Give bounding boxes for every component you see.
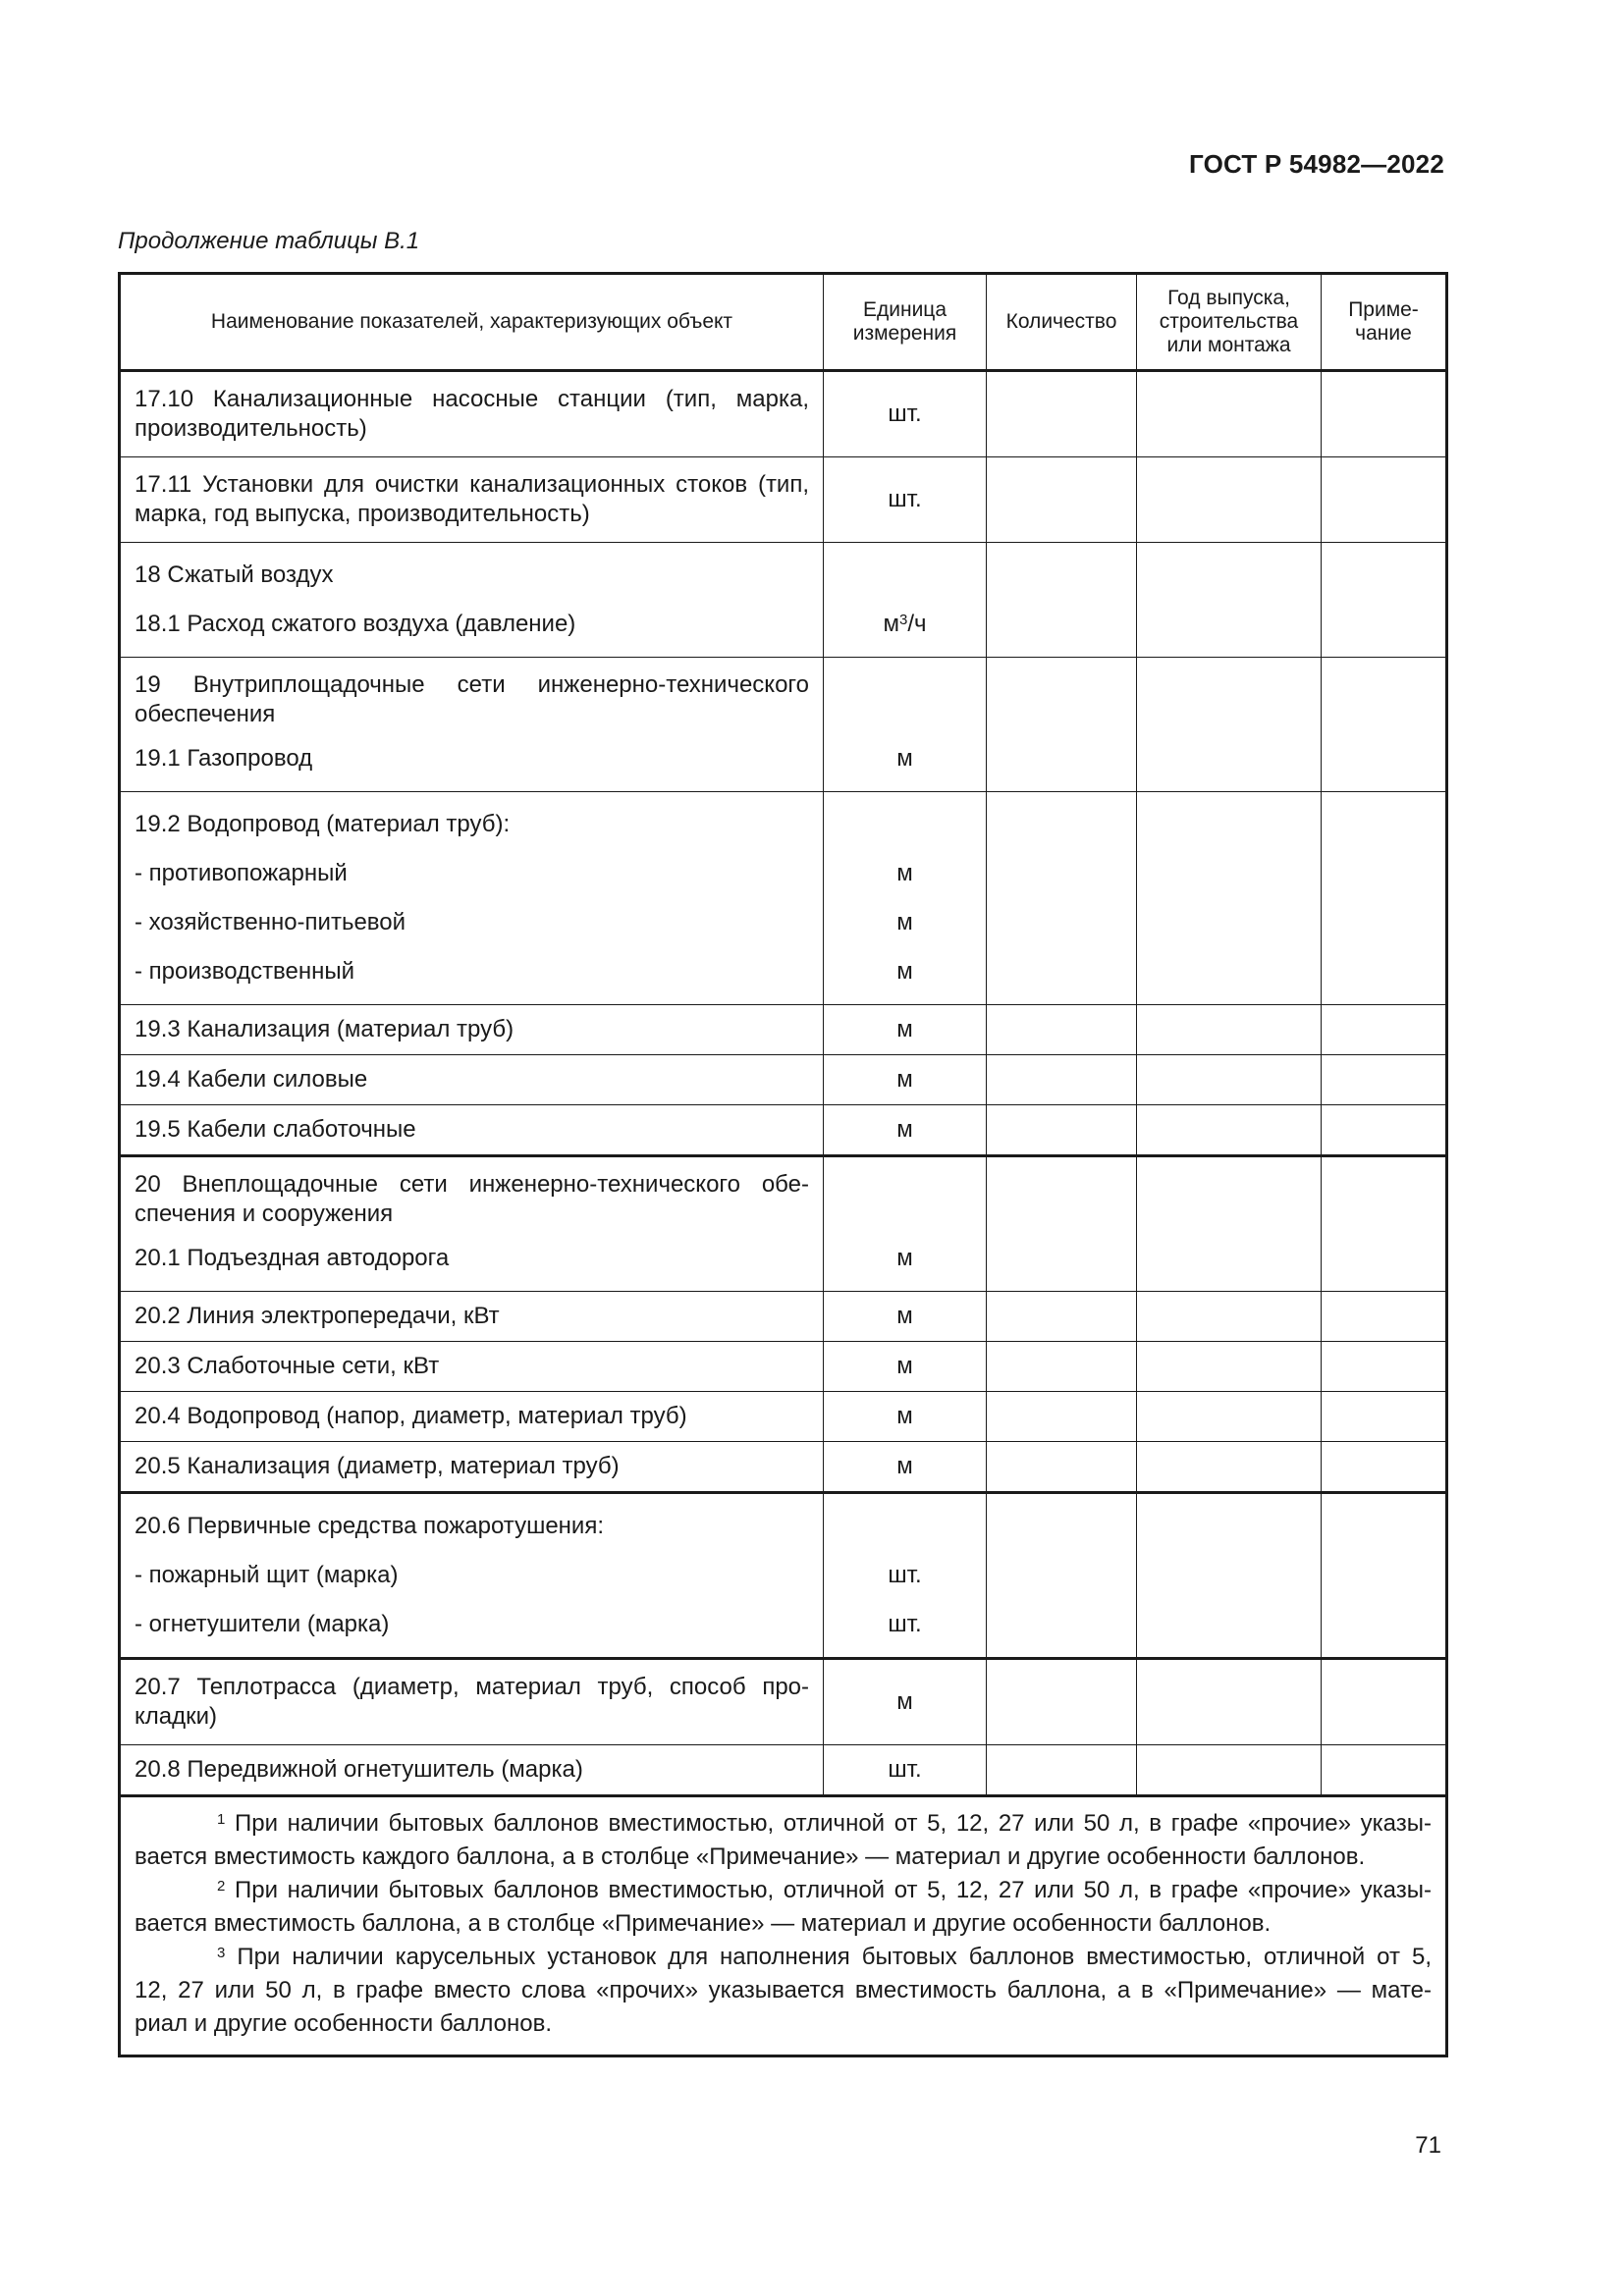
row-unit-cell: м м м (824, 792, 987, 1005)
row-note-cell (1322, 1105, 1447, 1156)
row-unit-cell: шт. (824, 1745, 987, 1796)
row-year-cell (1137, 1055, 1322, 1105)
row-unit-cell: м (824, 1392, 987, 1442)
table-row (120, 1055, 1447, 1105)
row-quantity-cell (987, 1342, 1137, 1392)
col-header-name: Наименование показателей, характеризующих объект (120, 274, 824, 371)
row-note-cell (1322, 1493, 1447, 1659)
row-year-cell (1137, 1342, 1322, 1392)
row-unit-cell: шт. шт. (824, 1493, 987, 1659)
row-year-cell (1137, 792, 1322, 1005)
indicators-table (118, 272, 1448, 2057)
row-year-cell (1137, 658, 1322, 792)
row-unit-cell: м (824, 658, 987, 792)
row-unit-cell: м (824, 1156, 987, 1292)
row-year-cell (1137, 1156, 1322, 1292)
row-quantity-cell (987, 1392, 1137, 1442)
table-row (120, 1659, 1447, 1745)
row-note-cell (1322, 457, 1447, 543)
row-quantity-cell (987, 1493, 1137, 1659)
row-year-cell (1137, 543, 1322, 658)
table-footnotes (120, 1796, 1447, 2056)
table-row (120, 1105, 1447, 1156)
row-name-cell: 20.8 Передвижной огнетушитель (марка) (120, 1745, 824, 1796)
row-quantity-cell (987, 1745, 1137, 1796)
row-note-cell (1322, 1005, 1447, 1055)
row-year-cell (1137, 1105, 1322, 1156)
row-quantity-cell (987, 792, 1137, 1005)
col-header-quantity: Количество (987, 274, 1137, 371)
row-unit-cell: шт. (824, 457, 987, 543)
document-code: ГОСТ Р 54982—2022 (1189, 149, 1444, 179)
row-quantity-cell (987, 658, 1137, 792)
table-row (120, 543, 1447, 658)
row-unit-cell: шт. (824, 371, 987, 457)
row-year-cell (1137, 1659, 1322, 1745)
row-name-cell: 20.7 Теплотрасса (диаметр, материал труб, способ про- кладки) (120, 1659, 824, 1745)
row-quantity-cell (987, 1442, 1137, 1493)
row-quantity-cell (987, 1659, 1137, 1745)
table-row (120, 1442, 1447, 1493)
row-name-cell: 20.5 Канализация (диаметр, материал труб) (120, 1442, 824, 1493)
page-number: 71 (1415, 2132, 1441, 2159)
row-name-cell: 19.4 Кабели силовые (120, 1055, 824, 1105)
row-year-cell (1137, 1392, 1322, 1442)
row-note-cell (1322, 658, 1447, 792)
footnote-2: $^2$ При наличии бытовых баллонов вместимостью, отличной от 5, 12, 27 или 50 л, в графе «прочие» указы- вается вместимость баллона, а в столбце «Примечание» — материал и другие особенности баллонов. (135, 1877, 1432, 1937)
row-quantity-cell (987, 1292, 1137, 1342)
row-name-cell: 19.5 Кабели слаботочные (120, 1105, 824, 1156)
row-quantity-cell (987, 457, 1137, 543)
row-year-cell (1137, 1292, 1322, 1342)
row-note-cell (1322, 543, 1447, 658)
row-quantity-cell (987, 1005, 1137, 1055)
row-name-cell: 20 Внеплощадочные сети инженерно-технического обе- спечения и сооружения 20.1 Подъездная автодорога (120, 1156, 824, 1292)
row-note-cell (1322, 1659, 1447, 1745)
row-year-cell (1137, 371, 1322, 457)
row-unit-cell: м (824, 1442, 987, 1493)
table-row (120, 1005, 1447, 1055)
row-note-cell (1322, 1156, 1447, 1292)
row-year-cell (1137, 1745, 1322, 1796)
table-row (120, 658, 1447, 792)
table-row (120, 1392, 1447, 1442)
row-name-cell: 19 Внутриплощадочные сети инженерно-технического обеспечения 19.1 Газопровод (120, 658, 824, 792)
row-unit-cell: м (824, 1292, 987, 1342)
col-header-note: Приме- чание (1322, 274, 1447, 371)
row-note-cell (1322, 1342, 1447, 1392)
row-name-cell: 17.10 Канализационные насосные станции (тип, марка, производительность) (120, 371, 824, 457)
table-row (120, 371, 1447, 457)
row-name-cell: 19.3 Канализация (материал труб) (120, 1005, 824, 1055)
row-name-cell: 19.2 Водопровод (материал труб): - противопожарный - хозяйственно-питьевой - производственный (120, 792, 824, 1005)
col-header-unit: Единица измерения (824, 274, 987, 371)
row-unit-cell: м (824, 1342, 987, 1392)
table-row (120, 792, 1447, 1005)
row-note-cell (1322, 1392, 1447, 1442)
row-note-cell (1322, 1745, 1447, 1796)
row-quantity-cell (987, 1105, 1137, 1156)
row-name-cell: 20.6 Первичные средства пожаротушения: - пожарный щит (марка) - огнетушители (марка) (120, 1493, 824, 1659)
row-year-cell (1137, 457, 1322, 543)
row-name-cell: 20.4 Водопровод (напор, диаметр, материал труб) (120, 1392, 824, 1442)
row-unit-cell: $м^3/ч$ (824, 543, 987, 658)
row-note-cell (1322, 1442, 1447, 1493)
table-row (120, 1493, 1447, 1659)
table-row (120, 1156, 1447, 1292)
row-year-cell (1137, 1493, 1322, 1659)
row-year-cell (1137, 1442, 1322, 1493)
row-quantity-cell (987, 1055, 1137, 1105)
row-note-cell (1322, 792, 1447, 1005)
row-quantity-cell (987, 371, 1137, 457)
table-row (120, 1292, 1447, 1342)
row-name-cell: 20.2 Линия электропередачи, кВт (120, 1292, 824, 1342)
row-name-cell: 20.3 Слаботочные сети, кВт (120, 1342, 824, 1392)
row-quantity-cell (987, 543, 1137, 658)
table-notes-row (120, 1796, 1447, 2056)
row-unit-cell: м (824, 1105, 987, 1156)
row-name-cell: 17.11 Установки для очистки канализационных стоков (тип, марка, год выпуска, производительность) (120, 457, 824, 543)
row-note-cell (1322, 1292, 1447, 1342)
row-unit-cell: м (824, 1055, 987, 1105)
table-row (120, 1342, 1447, 1392)
table-row (120, 1745, 1447, 1796)
row-year-cell (1137, 1005, 1322, 1055)
col-header-year: Год выпуска, строительства или монтажа (1137, 274, 1322, 371)
row-quantity-cell (987, 1156, 1137, 1292)
table-caption: Продолжение таблицы В.1 (118, 228, 420, 254)
row-note-cell (1322, 371, 1447, 457)
table-header-row (120, 274, 1447, 371)
row-unit-cell: м (824, 1659, 987, 1745)
footnote-3: $^3$ При наличии карусельных установок для наполнения бытовых баллонов вместимостью, отличной от 5, 12, 27 или 50 л, в графе вместо слова «прочих» указывается вместимость баллона, а в «Примечание» — мате- риал и другие особенности баллонов. (135, 1944, 1432, 2037)
footnote-1: $^1$ При наличии бытовых баллонов вместимостью, отличной от 5, 12, 27 или 50 л, в графе «прочие» указы- вается вместимость каждого баллона, а в столбце «Примечание» — материал и другие особенности баллонов. (135, 1810, 1432, 1870)
table-row (120, 457, 1447, 543)
row-name-cell: 18 Сжатый воздух 18.1 Расход сжатого воздуха (давление) (120, 543, 824, 658)
row-note-cell (1322, 1055, 1447, 1105)
row-unit-cell: м (824, 1005, 987, 1055)
